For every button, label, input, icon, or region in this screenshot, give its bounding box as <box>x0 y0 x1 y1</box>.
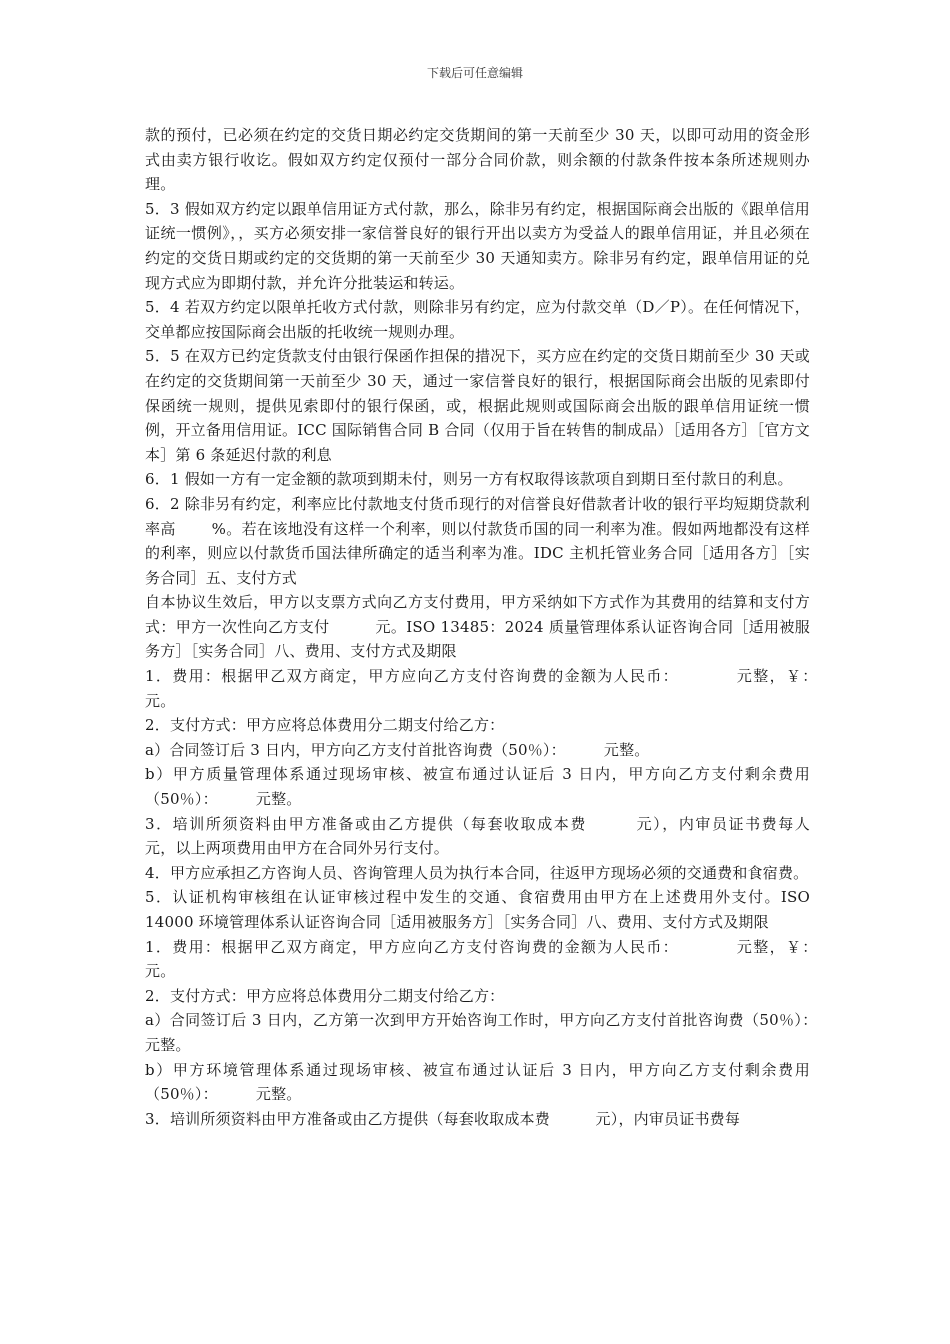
paragraph-fee-1-iso14000: 1．费用：根据甲乙双方商定，甲方应向乙方支付咨询费的金额为人民币： 元整，￥： 元。 <box>145 937 841 981</box>
paragraph-item-a-iso14000: a）合同签订后 3 日内，乙方第一次到甲方开始咨询工作时，甲方向乙方支付首批咨询费（50％）： 元整。 <box>145 1011 856 1054</box>
paragraph-5-5-bank-guarantee: 5．5 在双方已约定货款支付由银行保函作担保的措况下，买方应在约定的交货日期前至少 30 天或在约定的交货期间第一天前至少 30 天，通过一家信誉良好的银行，根据国际商会出版的见索即付保函统一规则，提供见索即付的银行保函，或，根据此规则或国际商会出版的跟单信用证统一惯例，开立备用信用证。ICC 国际销售合同 B 合同（仅用于旨在转售的制成品）［适用各方］［官方文本］第 6 条延迟付款的利息 <box>145 347 810 464</box>
paragraph-item-a: a）合同签订后 3 日内，甲方向乙方支付首批咨询费（50％）： 元整。 <box>145 740 650 759</box>
paragraph-6-2-interest-rate: 6．2 除非另有约定，利率应比付款地支付货币现行的对信誉良好借款者计收的银行平均短期贷款利率高 %。若在该地没有这样一个利率，则以付款货币国的同一利率为准。假如两地都没有这样的利率，则应以付款货币国法律所确定的适当利率为准。IDC 主机托管业务合同［适用各方］［实务合同］五、支付方式 <box>145 494 810 587</box>
paragraph-5-4-documentary-collection: 5．4 若双方约定以限单托收方式付款，则除非另有约定，应为付款交单（D／P）。在任何情况下，交单都应按国际商会出版的托收统一规则办理。 <box>145 298 810 341</box>
paragraph-6-1-late-interest: 6．1 假如一方有一定金额的款项到期未付，则另一方有权取得该款项自到期日至付款日的利息。 <box>145 470 793 489</box>
paragraph-payment-terms-2: 2．支付方式：甲方应将总体费用分二期支付给乙方： <box>145 716 505 735</box>
paragraph-fee-1: 1．费用：根据甲乙双方商定，甲方应向乙方支付咨询费的金额为人民币： 元整，￥： 元。 <box>145 667 841 710</box>
paragraph-payment-method: 自本协议生效后，甲方以支票方式向乙方支付费用，甲方采纳如下方式作为其费用的结算和支付方式：甲方一次性向乙方支付 元。ISO 13485：2024 质量管理体系认证咨询合同［适用被服务方］［实务合同］八、费用、支付方式及期限 <box>145 593 810 661</box>
paragraph-advance-payment: 款的预付，已必须在约定的交货日期必约定交货期间的第一天前至少 30 天，以即可动用的资金形式由卖方银行收讫。假如双方约定仅预付一部分合同价款，则余额的付款条件按本条所述规则办理。 <box>145 126 810 194</box>
paragraph-travel-4: 4．甲方应承担乙方咨询人员、咨询管理人员为执行本合同，往返甲方现场必须的交通费和食宿费。 <box>145 863 809 882</box>
paragraph-training-3: 3．培训所须资料由甲方准备或由乙方提供（每套收取成本费 元），内审员证书费每人 元，以上两项费用由甲方在合同外另行支付。 <box>145 814 856 858</box>
paragraph-item-b-iso14000: b）甲方环境管理体系通过现场审核、被宣布通过认证后 3 日内，甲方向乙方支付剩余费用（50％）： 元整。 <box>145 1060 810 1104</box>
paragraph-item-b: b）甲方质量管理体系通过现场审核、被宣布通过认证后 3 日内，甲方向乙方支付剩余费用（50％）： 元整。 <box>145 765 810 809</box>
paragraph-5-3-documentary-credit: 5．3 假如双方约定以跟单信用证方式付款，那么，除非另有约定，根据国际商会出版的《跟单信用证统一惯例》，，买方必须安排一家信誉良好的银行开出以卖方为受益人的跟单信用证，并且必须在约定的交货日期或约定的交货期的第一天前至少 30 天通知卖方。除非另有约定，跟单信用证的兑现方式应为即期付款，并允许分批装运和转运。 <box>145 199 810 292</box>
document-body <box>145 123 856 1131</box>
paragraph-training-3-iso14000: 3．培训所须资料由甲方准备或由乙方提供（每套收取成本费 元），内审员证书费每 <box>145 1109 741 1128</box>
paragraph-audit-5: 5．认证机构审核组在认证审核过程中发生的交通、食宿费用由甲方在上述费用外支付。ISO 14000 环境管理体系认证咨询合同［适用被服务方］［实务合同］八、费用、支付方式及期限 <box>145 888 810 931</box>
page-header: 下载后可任意编辑 <box>426 66 523 80</box>
paragraph-payment-terms-2-iso14000: 2．支付方式：甲方应将总体费用分二期支付给乙方： <box>145 986 505 1005</box>
